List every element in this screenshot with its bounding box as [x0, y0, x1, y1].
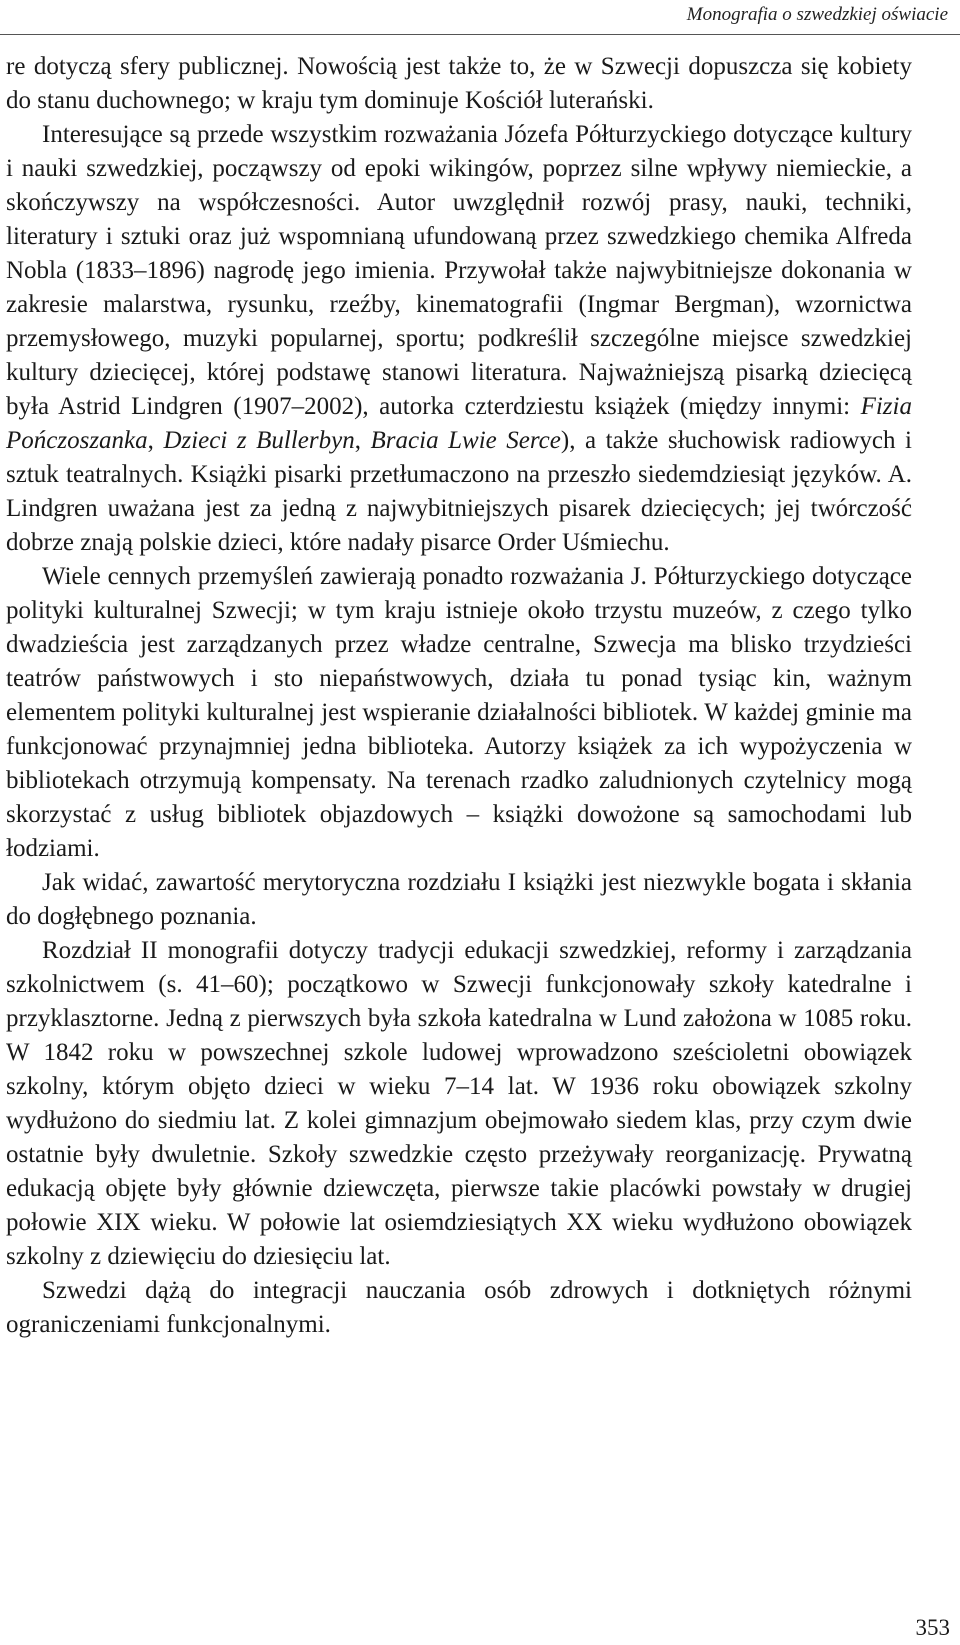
- book-title: Fizia Pończoszanka: [6, 393, 912, 454]
- text-run: ), a także słuchowisk radiowych i sztuk teatralnych. Książki pisarki przetłumaczono na przeszło siedemdziesiąt języków. A. Lindgren uważana jest za jedną z najwybitniejszych pisarek dziecięcych; jej twórczość dobrze znają polskie dzieci, które nadały pisarce Order Uśmiechu.: [6, 427, 912, 556]
- text-run: Interesujące są przede wszystkim rozważania Józefa Półturzyckiego dotyczące kultury i nauki szwedzkiej, począwszy od epoki wikingów, poprzez silne wpływy niemieckie, a skończywszy na współczesności. Autor uwzględnił rozwój prasy, nauki, techniki, literatury i sztuki oraz już wspomnianą ufundowaną przez szwedzkiego chemika Alfreda Nobla (1833–1896) nagrodę jego imienia. Przywołał także najwybitniejsze dokonania w zakresie malarstwa, rysunku, rzeźby, kinematografii (Ingmar Bergman), wzornictwa przemysłowego, muzyki popularnej, sportu; podkreślił szczególne miejsce szwedzkiej kultury dziecięcej, której podstawę stanowi literatura. Najważniejszą pisarką dziecięcą była Astrid Lindgren (1907–2002), autorka czterdziestu książek (między innymi:: [6, 121, 912, 420]
- book-title: Dzieci z Bullerbyn: [163, 427, 355, 454]
- paragraph: [6, 1274, 912, 1342]
- paragraph: [6, 560, 912, 866]
- body-text: [6, 50, 912, 1342]
- text-run: Wiele cennych przemyśleń zawierają ponadto rozważania J. Półturzyckiego dotyczące polityki kulturalnej Szwecji; w tym kraju istnieje około trzystu muzeów, z czego tylko dwadzieścia jest zarządzanych przez władze centralne, Szwecja ma blisko trzydzieści teatrów państwowych i sto niepaństwowych, działa tu ponad tysiąc kin, ważnym elementem polityki kulturalnej jest wspieranie działalności bibliotek. W każdej gminie ma funkcjonować przynajmniej jedna biblioteka. Autorzy książek za ich wypożyczenia w bibliotekach otrzymują kompensaty. Na terenach rzadko zaludnionych czytelnicy mogą skorzystać z usług bibliotek objazdowych – książki dowożone są samochodami lub łodziami.: [6, 563, 912, 862]
- text-run: Rozdział II monografii dotyczy tradycji edukacji szwedzkiej, reformy i zarządzania szkolnictwem (s. 41–60); początkowo w Szwecji funkcjonowały szkoły katedralne i przyklasztorne. Jedną z pierwszych była szkoła katedralna w Lund założona w 1085 roku. W 1842 roku w powszechnej szkole ludowej wprowadzono sześcioletni obowiązek szkolny, którym objęto dzieci w wieku 7–14 lat. W 1936 roku obowiązek szkolny wydłużono do siedmiu lat. Z kolei gimnazjum obejmowało siedem klas, przy czym dwie ostatnie były dwuletnie. Szkoły szwedzkie często przeżywały reorganizację. Prywatną edukacją objęte były głównie dziewczęta, pierwsze takie placówki powstały w drugiej połowie XIX wieku. W połowie lat osiemdziesiątych XX wieku wydłużono obowiązek szkolny z dziewięciu do dziesięciu lat.: [6, 937, 912, 1270]
- text-run: Szwedzi dążą do integracji nauczania osób zdrowych i dotkniętych różnymi ograniczeniami funkcjonalnymi.: [6, 1277, 912, 1338]
- text-run: ,: [147, 427, 164, 454]
- text-run: ,: [354, 427, 371, 454]
- running-head: Monografia o szwedzkiej oświacie: [686, 4, 948, 25]
- page-number: 353: [915, 1615, 950, 1640]
- paragraph: [6, 118, 912, 560]
- paragraph: [6, 934, 912, 1274]
- text-run: re dotyczą sfery publicznej. Nowością jest także to, że w Szwecji dopuszcza się kobiety do stanu duchownego; w kraju tym dominuje Kościół luterański.: [6, 53, 912, 114]
- header-rule: [0, 34, 960, 35]
- text-run: Jak widać, zawartość merytoryczna rozdziału I książki jest niezwykle bogata i skłania do dogłębnego poznania.: [6, 869, 912, 930]
- book-title: Bracia Lwie Serce: [370, 427, 561, 454]
- paragraph: [6, 50, 912, 118]
- paragraph: [6, 866, 912, 934]
